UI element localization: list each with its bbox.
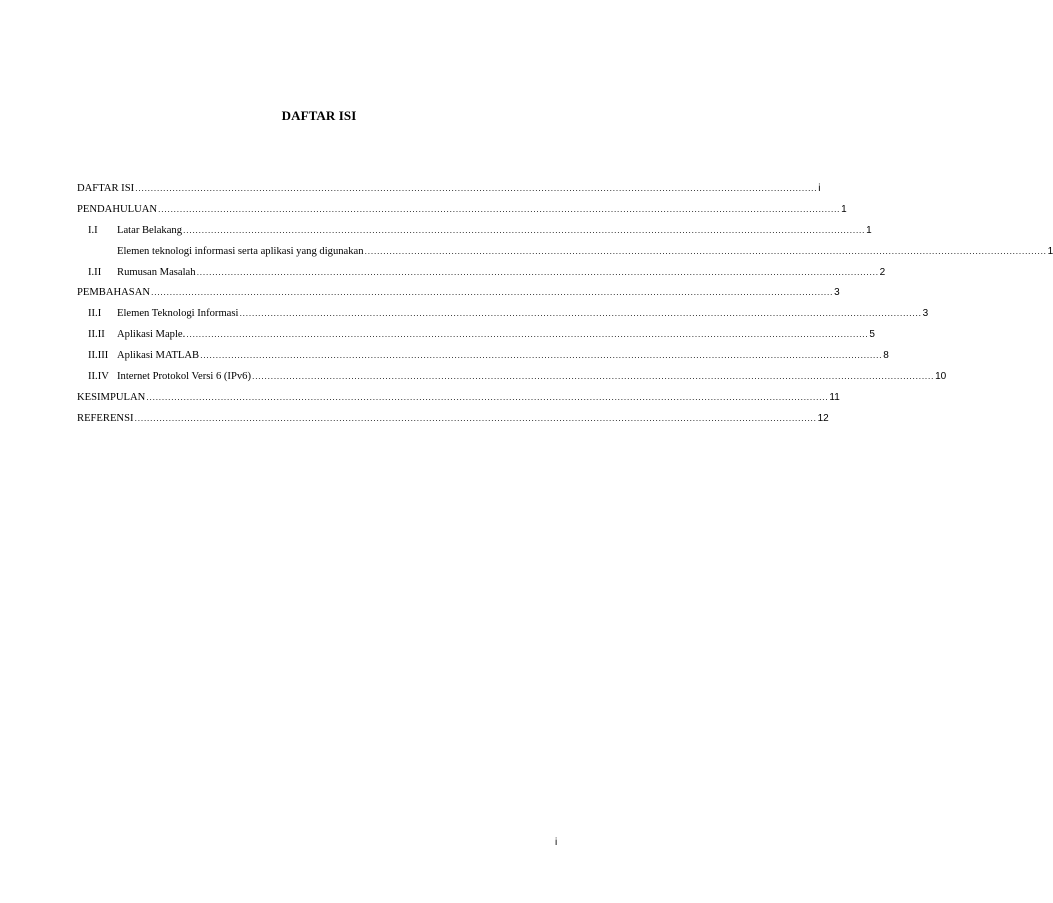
toc-entry-label: Elemen teknologi informasi serta aplikasi yang digunakan [117,245,364,257]
toc-entry-pendahuluan[interactable] [77,199,847,220]
toc-entry-page: 1 [841,203,847,215]
toc-leader-dots: ............................................................................................................................................................................................................................ [134,412,817,423]
toc-entry-number: II.IV [88,371,109,383]
toc-entry-latar-belakang[interactable] [77,220,872,241]
toc-entry-page: 5 [869,329,875,341]
table-of-contents [77,178,1053,429]
toc-entry-label: KESIMPULAN [77,391,146,403]
toc-entry-aplikasi-maple[interactable] [77,324,875,345]
toc-entry-number: II.II [88,329,105,341]
toc-entry-page: 10 [935,371,947,383]
toc-leader-dots: ............................................................................................................................................................................................................................ [146,391,829,402]
toc-leader-dots: ............................................................................................................................................................................................................................ [135,183,818,193]
toc-entry-label: DAFTAR ISI [77,183,135,194]
toc-entry-page: 3 [834,287,840,299]
toc-leader-dots: ............................................................................................................................................................................................................................ [364,245,1047,256]
toc-entry-label: REFERENSI [77,412,134,424]
toc-entry-page: 3 [922,308,929,320]
toc-entry-page: i [818,183,821,194]
toc-entry-pembahasan[interactable] [77,282,840,303]
toc-leader-dots: ............................................................................................................................................................................................................................ [251,371,935,382]
toc-entry-number: I.I [88,224,98,236]
page-title: DAFTAR ISI [281,108,357,123]
toc-entry-page: 1 [866,224,872,236]
toc-leader-dots: ............................................................................................................................................................................................................................ [183,224,866,235]
toc-entry-elemen-teknologi-informasi[interactable] [77,303,929,324]
toc-entry-label: Aplikasi Maple. [117,329,186,341]
toc-entry-daftar-isi[interactable] [77,178,821,199]
toc-entry-label: Rumusan Masalah [117,266,196,278]
toc-entry-rumusan-masalah[interactable] [77,262,886,283]
toc-entry-number: II.I [88,308,102,320]
toc-leader-dots: ............................................................................................................................................................................................................................ [151,287,834,298]
toc-entry-aplikasi-matlab[interactable] [77,345,889,366]
toc-entry-page: 12 [817,412,829,424]
footer-page-number: i [555,837,558,848]
toc-entry-page: 8 [883,350,889,362]
toc-entry-page: 11 [829,391,840,403]
toc-entry-label: Aplikasi MATLAB [117,350,200,362]
toc-entry-ipv6[interactable] [77,366,947,387]
toc-entry-page: 1 [1047,245,1053,257]
toc-entry-label: Elemen Teknologi Informasi [117,308,239,320]
toc-entry-kesimpulan[interactable] [77,387,840,408]
toc-entry-elemen-teknologi-aplikasi[interactable] [77,241,1053,262]
toc-leader-dots: ............................................................................................................................................................................................................................ [200,350,883,361]
toc-leader-dots: ............................................................................................................................................................................................................................ [186,329,869,340]
toc-entry-referensi[interactable] [77,408,829,429]
toc-entry-label: Latar Belakang [117,224,183,236]
toc-leader-dots: ............................................................................................................................................................................................................................ [239,308,922,319]
toc-entry-label: PEMBAHASAN [77,287,150,299]
toc-entry-page: 2 [879,266,886,278]
toc-entry-label: Internet Protokol Versi 6 (IPv6) [117,371,251,383]
toc-entry-label: PENDAHULUAN [77,203,158,215]
toc-entry-number: II.III [88,350,109,362]
toc-entry-number: I.II [88,266,102,278]
toc-leader-dots: ............................................................................................................................................................................................................................ [196,266,879,277]
toc-leader-dots: ............................................................................................................................................................................................................................ [158,203,841,214]
